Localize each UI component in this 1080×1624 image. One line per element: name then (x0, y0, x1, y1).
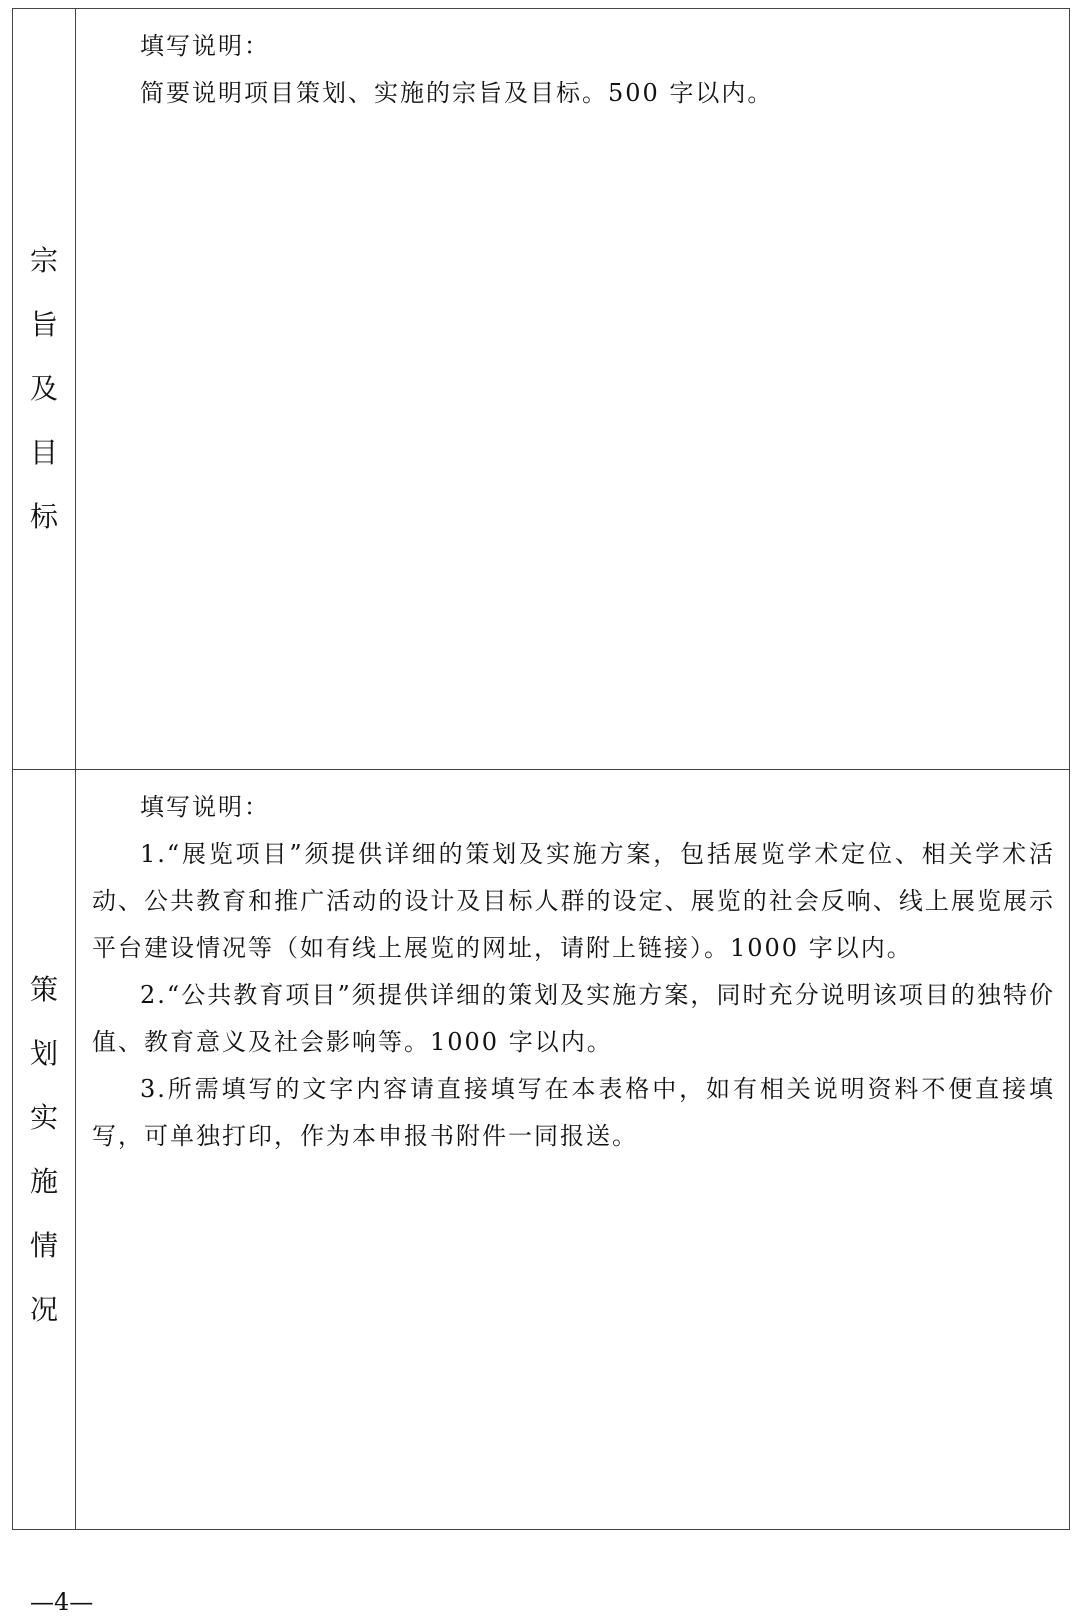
label-char: 况 (29, 1292, 58, 1326)
instruction-item: 1.“展览项目”须提供详细的策划及实施方案，包括展览学术定位、相关学术活动、公共教育和推广活动的设计及目标人群的设定、展览的社会反响、线上展览展示平台建设情况等（如有线上展览的网址，请附上链接）。1000 字以内。 (92, 840, 1055, 962)
planning-implementation-label (13, 770, 76, 1529)
fill-instructions-title: 填写说明： (140, 32, 270, 60)
label-char: 旨 (29, 308, 58, 341)
label-char: 实 (29, 1100, 58, 1134)
purpose-goals-label (13, 9, 76, 769)
label-char: 划 (29, 1036, 58, 1070)
label-char: 标 (29, 500, 58, 533)
instruction-item: 2.“公共教育项目”须提供详细的策划及实施方案，同时充分说明该项目的独特价值、教育意义及社会影响等。1000 字以内。 (92, 981, 1055, 1056)
fill-instructions-text: 简要说明项目策划、实施的宗旨及目标。500 字以内。 (140, 79, 774, 107)
label-char: 宗 (29, 244, 58, 277)
fill-instructions-title: 填写说明： (140, 793, 270, 821)
page-number: —4— (30, 1588, 94, 1616)
label-char: 施 (29, 1164, 58, 1198)
planning-implementation-row (13, 770, 1069, 1529)
purpose-goals-content[interactable] (76, 9, 1069, 769)
purpose-goals-row (13, 9, 1069, 770)
label-char: 情 (29, 1228, 58, 1262)
application-form-table (12, 8, 1070, 1530)
label-char: 目 (29, 436, 58, 469)
label-char: 策 (29, 972, 58, 1006)
label-char: 及 (29, 372, 58, 405)
instruction-item: 3.所需填写的文字内容请直接填写在本表格中，如有相关说明资料不便直接填写，可单独打印，作为本申报书附件一同报送。 (92, 1075, 1055, 1150)
planning-implementation-content[interactable] (76, 770, 1069, 1529)
